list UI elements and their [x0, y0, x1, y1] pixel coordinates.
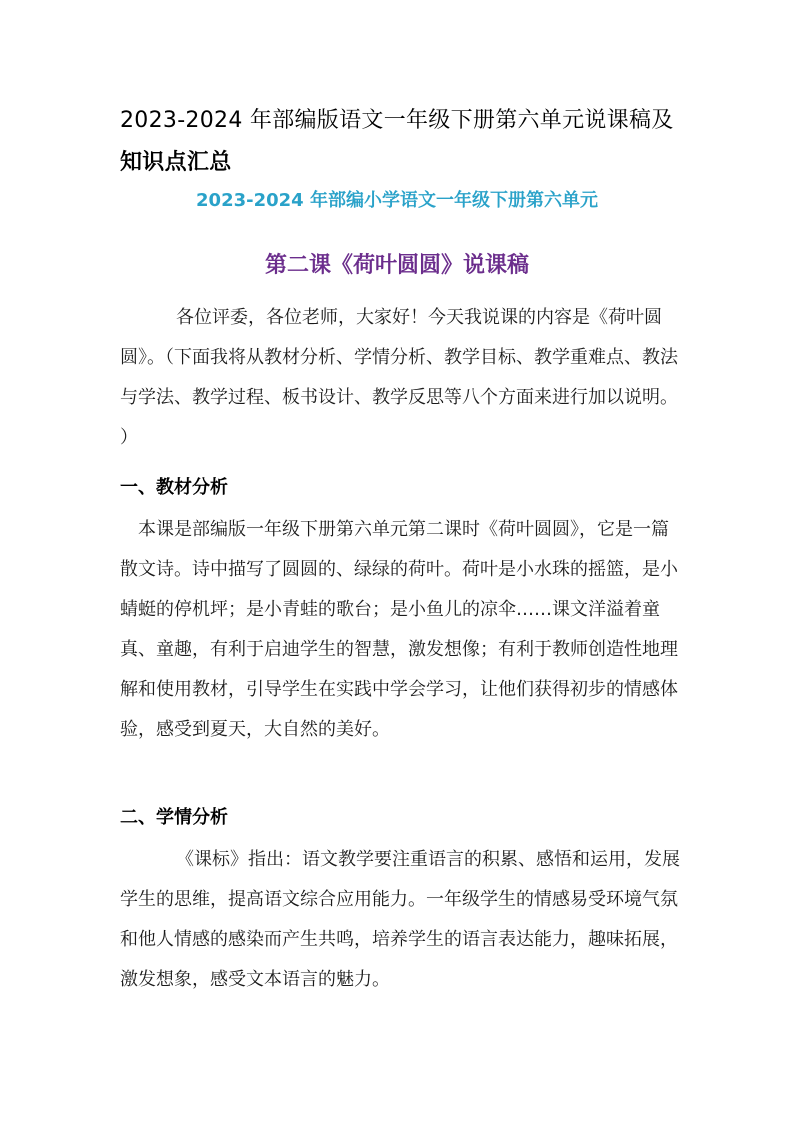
- unit-subtitle: 2023-2024 年部编小学语文一年级下册第六单元: [196, 190, 598, 211]
- section-body-textbook-analysis: 本课是部编版一年级下册第六单元第二课时《荷叶圆圆》，它是一篇散文诗。诗中描写了圆圆的、绿绿的荷叶。荷叶是小水珠的摇篮，是小蜻蜓的停机坪；是小青蛙的歌台；是小鱼儿的凉伞……课文洋溢着童真、童趣，有利于启迪学生的智慧，激发想像；有利于教师创造性地理解和使用教材，引导学生在实践中学会学习，让他们获得初步的情感体验，感受到夏天，大自然的美好。: [120, 519, 678, 740]
- document-title: [120, 100, 690, 184]
- section-body-student-analysis: 《课标》指出：语文教学要注重语言的积累、感悟和运用，发展学生的思维，提高语文综合应用能力。一年级学生的情感易受环境气氛和他人情感的感染而产生共鸣，培养学生的语言表达能力，趣味拓展，激发想象，感受文本语言的魅力。: [120, 849, 680, 990]
- document-title-main: 2023-2024 年部编版语文一年级下册第六单元说课稿及: [120, 108, 674, 133]
- section-heading-textbook-analysis: 一、教材分析: [120, 477, 228, 498]
- lesson-title: 第二课《荷叶圆圆》说课稿: [264, 253, 529, 278]
- intro-paragraph: 各位评委，各位老师，大家好！今天我说课的内容是《荷叶圆圆》。（下面我将从教材分析、学情分析、教学目标、教学重难点、教法与学法、教学过程、板书设计、教学反思等八个方面来进行加以说明。 ）: [120, 307, 678, 448]
- document-title-bold: 知识点汇总: [120, 150, 232, 175]
- section-heading-student-analysis: 二、学情分析: [120, 807, 228, 828]
